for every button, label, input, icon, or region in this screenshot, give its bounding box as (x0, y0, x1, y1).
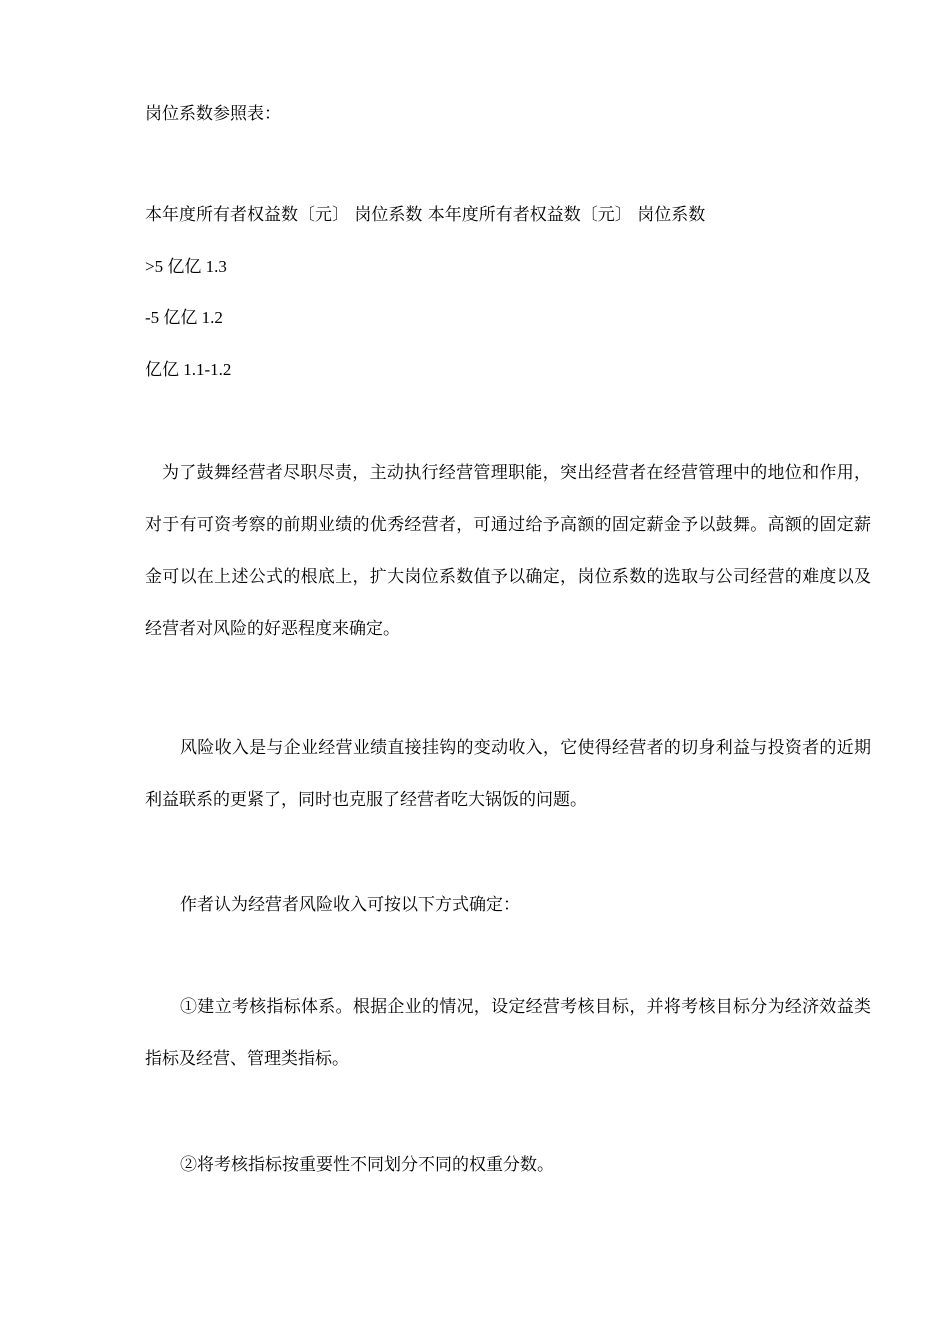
paragraph-method-intro: 作者认为经营者风险收入可按以下方式确定： (180, 895, 520, 915)
paragraph-risk-income: 风险收入是与企业经营业绩直接挂钩的变动收入，它使得经营者的切身利益与投资者的近期利益联系的更紧了，同时也克服了经营者吃大锅饭的问题。 (145, 738, 871, 810)
table-caption: 岗位系数参照表： (145, 104, 281, 124)
paragraph-incentive: 为了鼓舞经营者尽职尽责，主动执行经营管理职能，突出经营者在经营管理中的地位和作用，对于有可资考察的前期业绩的优秀经营者，可通过给予高额的固定薪金予以鼓舞。高额的固定薪金可以在上述公式的根底上，扩大岗位系数值予以确定，岗位系数的选取与公司经营的难度以及经营者对风险的好恶程度来确定。 (145, 463, 871, 639)
table-row: >5 亿亿 1.3 (145, 257, 227, 276)
paragraph-step-2: ②将考核指标按重要性不同划分不同的权重分数。 (180, 1155, 554, 1175)
table-header: 本年度所有者权益数〔元〕 岗位系数 本年度所有者权益数〔元〕 岗位系数 (145, 205, 706, 225)
paragraph-step-1: ①建立考核指标体系。根据企业的情况，设定经营考核目标，并将考核目标分为经济效益类指标及经营、管理类指标。 (145, 997, 871, 1069)
table-row: 亿亿 1.1-1.2 (145, 360, 232, 379)
table-row: -5 亿亿 1.2 (145, 308, 223, 327)
